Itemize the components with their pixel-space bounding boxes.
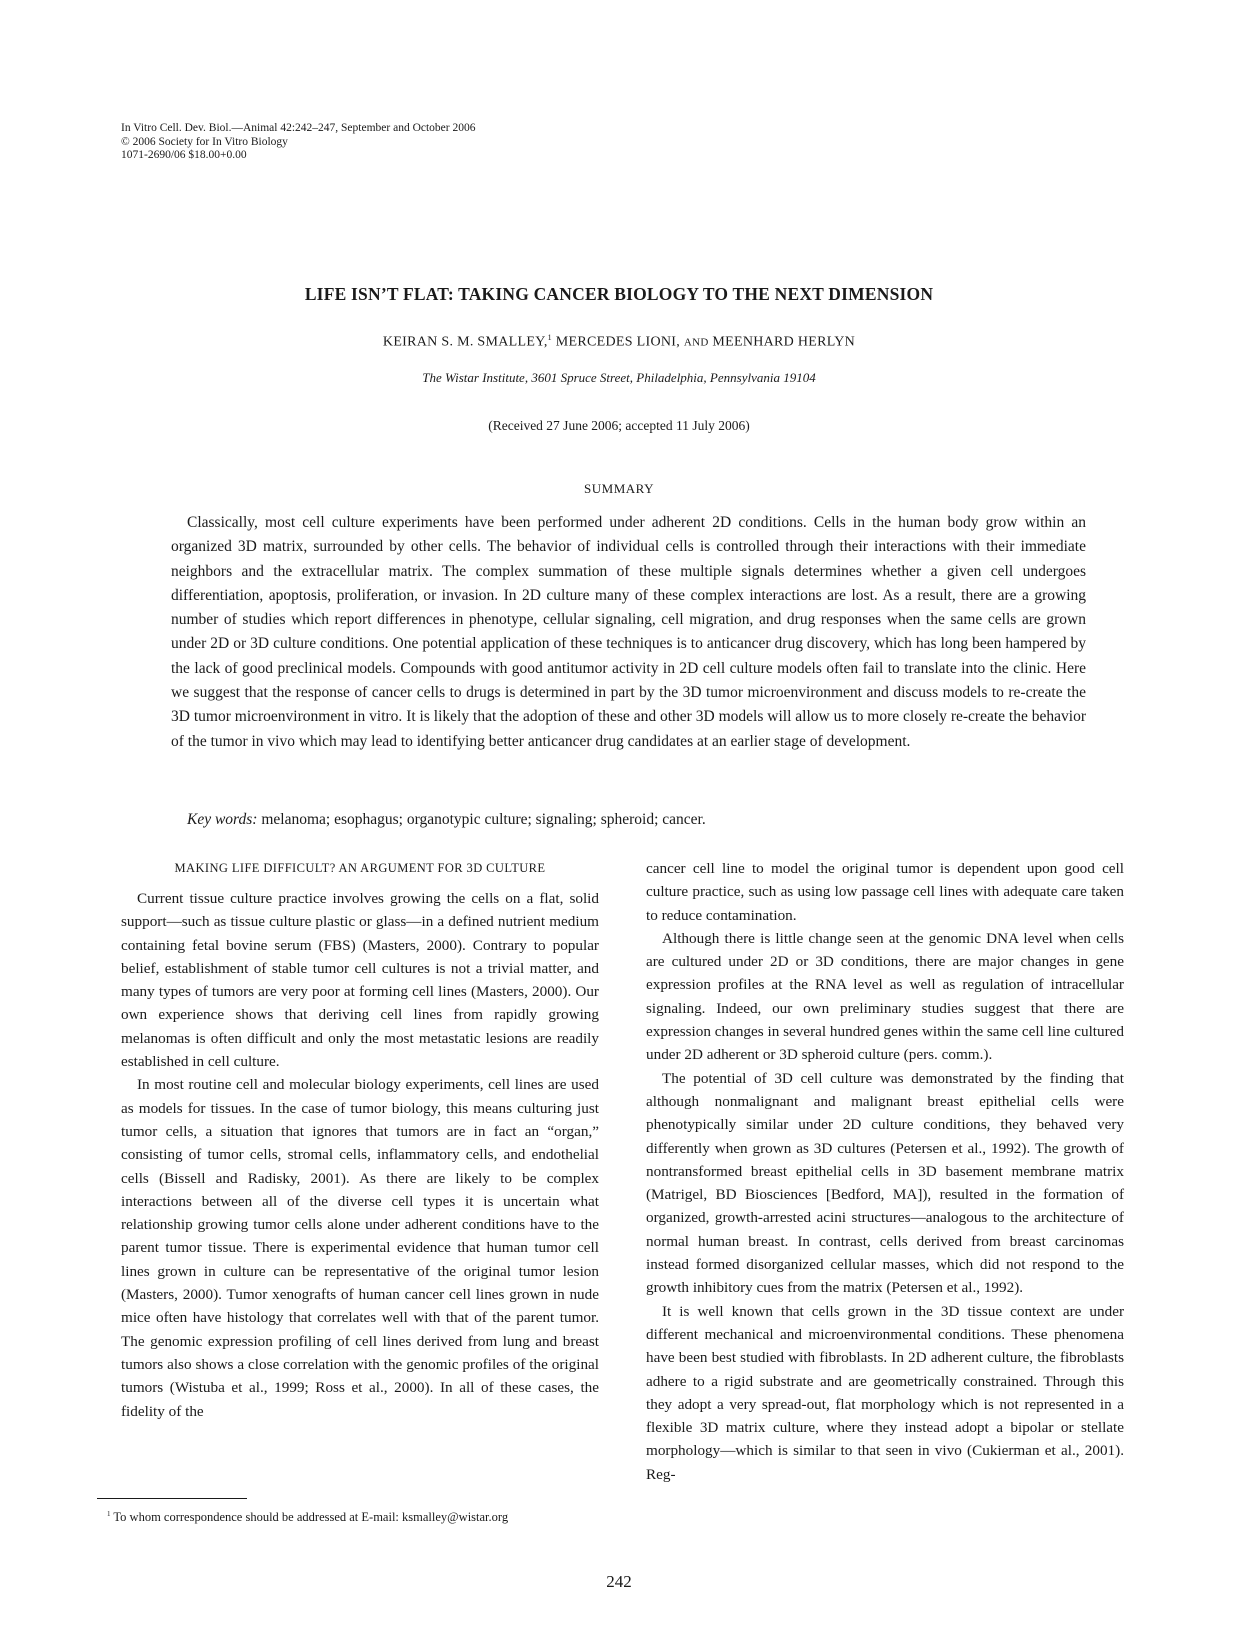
paper-title: LIFE ISN’T FLAT: TAKING CANCER BIOLOGY TO THE NEXT DIMENSION <box>304 284 934 304</box>
received-dates: (Received 27 June 2006; accepted 11 July 2006) <box>488 418 750 433</box>
body-paragraph-continued: cancer cell line to model the original tumor is dependent upon good cell culture practice, such as using low passage cell lines with adequate care taken to reduce contamination. <box>646 860 1124 924</box>
author-2: MERCEDES LIONI, <box>551 334 684 350</box>
author-1: KEIRAN S. M. SMALLEY, <box>382 334 548 350</box>
keywords-label: Key words: <box>187 811 258 828</box>
header-copyright: © 2006 Society for In Vitro Biology <box>121 135 288 148</box>
body-paragraph: The potential of 3D cell culture was demonstrated by the finding that although nonmalignant and malignant breast epithelial cells were phenotypically similar under 2D culture conditions, they behaved very differently when grown as 3D cultures (Petersen et al., 1992). The growth of nontransformed breast epithelial cells in 3D basement membrane matrix (Matrigel, BD Biosciences [Bedford, MA]), resulted in the formation of organized, growth-arrested acini structures—analogous to the architecture of normal human breast. In contrast, cells derived from breast carcinomas instead formed disorganized cellular masses, which did not respond to the growth inhibitory cues from the matrix (Petersen et al., 1992). <box>646 1069 1124 1297</box>
section-heading: MAKING LIFE DIFFICULT? AN ARGUMENT FOR 3D CULTURE <box>174 861 546 875</box>
journal-header <box>121 122 475 163</box>
body-paragraph: In most routine cell and molecular biology experiments, cell lines are used as models for tissues. In the case of tumor biology, this means culturing just tumor cells, a situation that ignores that tumors are in fact an “organ,” consisting of tumor cells, stromal cells, inflammatory cells, and endothelial cells (Bissell and Radisky, 2001). As there are likely to be complex interactions between all of the diverse cell types it is uncertain what relationship growing tumor cells alone under adherent conditions have to the parent tumor tissue. There is experimental evidence that human tumor cell lines grown in culture can be representative of the original tumor lesion (Masters, 2000). Tumor xenografts of human cancer cell lines grown in nude mice often have histology that correlates well with that of the parent tumor. The genomic expression profiling of cell lines derived from lung and breast tumors also shows a close correlation with the genomic profiles of the original tumors (Wistuba et al., 1999; Ross et al., 2000). In all of these cases, the fidelity of the <box>121 1076 599 1420</box>
page-number: 242 <box>606 1572 632 1591</box>
author-conjunction: AND <box>683 336 709 349</box>
header-issn: 1071-2690/06 $18.00+0.00 <box>121 149 247 161</box>
author-list <box>0 333 1238 351</box>
body-paragraph: Current tissue culture practice involves growing the cells on a flat, solid support—such as tissue culture plastic or glass—in a defined nutrient medium containing fetal bovine serum (FBS) (Masters, 2000). Contrary to popular belief, establishment of stable tumor cell cultures is not a trivial matter, and many types of tumors are very poor at forming cell lines (Masters, 2000). Our own experience shows that deriving cell lines from rapidly growing melanomas is often difficult and only the most metastatic lesions are readily established in cell culture. <box>121 890 599 1071</box>
keywords-list: melanoma; esophagus; organotypic culture; signaling; spheroid; cancer. <box>257 811 706 828</box>
left-column <box>121 859 599 1423</box>
body-paragraph: Although there is little change seen at the genomic DNA level when cells are cultured under 2D or 3D conditions, there are major changes in gene expression profiles at the RNA level as well as regulation of intracellular signaling. Indeed, our own preliminary studies suggest that there are expression changes in several hundred genes within the same cell line cultured under 2D adherent or 3D spheroid culture (pers. comm.). <box>646 929 1124 1064</box>
footnote <box>97 1506 597 1525</box>
summary-heading: SUMMARY <box>584 481 654 496</box>
affiliation: The Wistar Institute, 3601 Spruce Street, Philadelphia, Pennsylvania 19104 <box>422 370 816 385</box>
keywords <box>171 809 1086 831</box>
footnote-divider <box>97 1498 247 1499</box>
footnote-text: To whom correspondence should be addressed at E-mail: ksmalley@wistar.org <box>110 1510 509 1525</box>
right-column <box>646 857 1124 1486</box>
author-3: MEENHARD HERLYN <box>708 334 856 350</box>
header-citation: In Vitro Cell. Dev. Biol.—Animal 42:242–247, September and October 2006 <box>121 122 476 134</box>
footnote-mark: 1 <box>107 1510 111 1518</box>
body-paragraph: It is well known that cells grown in the 3D tissue context are under different mechanical and microenvironmental conditions. These phenomena have been best studied with fibroblasts. In 2D adherent culture, the fibroblasts adhere to a rigid substrate and are geometrically constrained. Through this they adopt a very spread-out, flat morphology which is not represented in a flexible 3D matrix culture, where they instead adopt a bipolar or stellate morphology—which is similar to that seen in vivo (Cukierman et al., 2001). Reg- <box>646 1302 1124 1483</box>
author-1-footnote-mark: 1 <box>547 333 552 342</box>
summary-text: Classically, most cell culture experiments have been performed under adherent 2D conditions. Cells in the human body grow within an organized 3D matrix, surrounded by other cells. The behavior of individual cells is controlled through their interactions with their immediate neighbors and the extracellular matrix. The complex summation of these multiple signals determines whether a given cell undergoes differentiation, apoptosis, proliferation, or invasion. In 2D culture many of these complex interactions are lost. As a result, there are a growing number of studies which report differences in phenotype, cellular signaling, cell migration, and drug responses when the same cells are grown under 2D or 3D culture conditions. One potential application of these techniques is to anticancer drug discovery, which has long been hampered by the lack of good preclinical models. Compounds with good antitumor activity in 2D cell culture models often fail to translate into the clinic. Here we suggest that the response of cancer cells to drugs is determined in part by the 3D tumor microenvironment and discuss models to re-create the 3D tumor microenvironment in vitro. It is likely that the adoption of these and other 3D models will allow us to more closely re-create the behavior of the tumor in vivo which may lead to identifying better anticancer drug candidates at an earlier stage of development. <box>171 514 1086 750</box>
